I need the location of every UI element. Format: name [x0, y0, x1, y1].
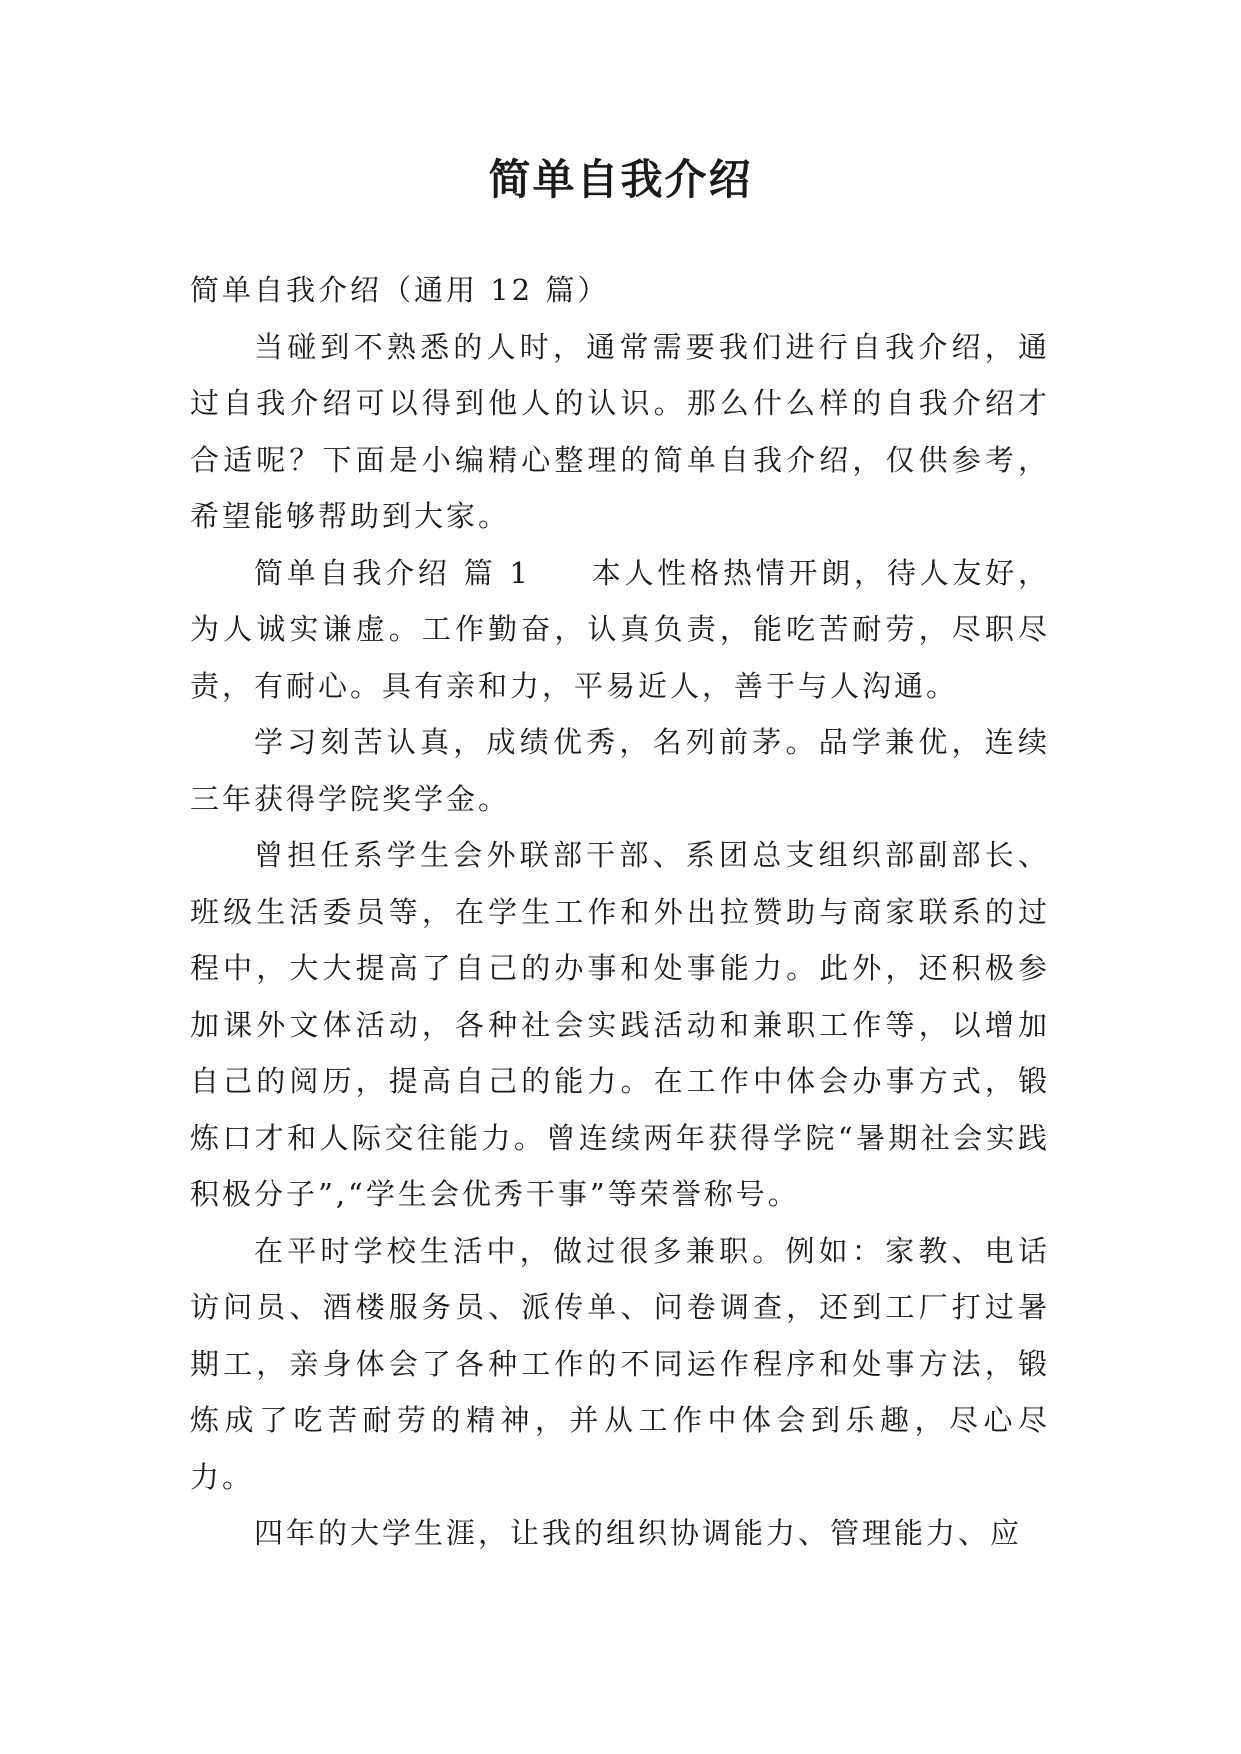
section-1-paragraph-5: 四年的大学生涯，让我的组织协调能力、管理能力、应 [254, 1516, 1023, 1550]
document-body [190, 262, 1050, 1562]
document-subtitle: 简单自我介绍（通用 12 篇） [190, 273, 610, 307]
section-1-paragraph-2: 学习刻苦认真，成绩优秀，名列前茅。品学兼优，连续三年获得学院奖学金。 [190, 725, 1050, 816]
section-1-paragraph-1: 本人性格热情开朗，待人友好，为人诚实谦虚。工作勤奋，认真负责，能吃苦耐劳，尽职尽责，有耐心。具有亲和力，平易近人，善于与人沟通。 [190, 555, 1050, 703]
section-1-first-paragraph [190, 545, 1050, 715]
intro-paragraph: 当碰到不熟悉的人时，通常需要我们进行自我介绍，通过自我介绍可以得到他人的认识。那么什么样的自我介绍才合适呢？下面是小编精心整理的简单自我介绍，仅供参考，希望能够帮助到大家。 [190, 329, 1050, 533]
section-1-paragraph-4: 在平时学校生活中，做过很多兼职。例如：家教、电话访问员、酒楼服务员、派传单、问卷调查，还到工厂打过暑期工，亲身体会了各种工作的不同运作程序和处事方法，锻炼成了吃苦耐劳的精神，并从工作中体会到乐趣，尽心尽力。 [190, 1233, 1050, 1494]
document-title: 简单自我介绍 [488, 155, 753, 204]
section-1-paragraph-3: 曾担任系学生会外联部干部、系团总支组织部副部长、班级生活委员等，在学生工作和外出拉赞助与商家联系的过程中，大大提高了自己的办事和处事能力。此外，还积极参加课外文体活动，各种社会实践活动和兼职工作等，以增加自己的阅历，提高自己的能力。在工作中体会办事方式，锻炼口才和人际交往能力。曾连续两年获得学院“暑期社会实践积极分子”,“学生会优秀干事”等荣誉称号。 [190, 838, 1050, 1211]
section-1-heading: 简单自我介绍 篇 1 [254, 555, 531, 590]
